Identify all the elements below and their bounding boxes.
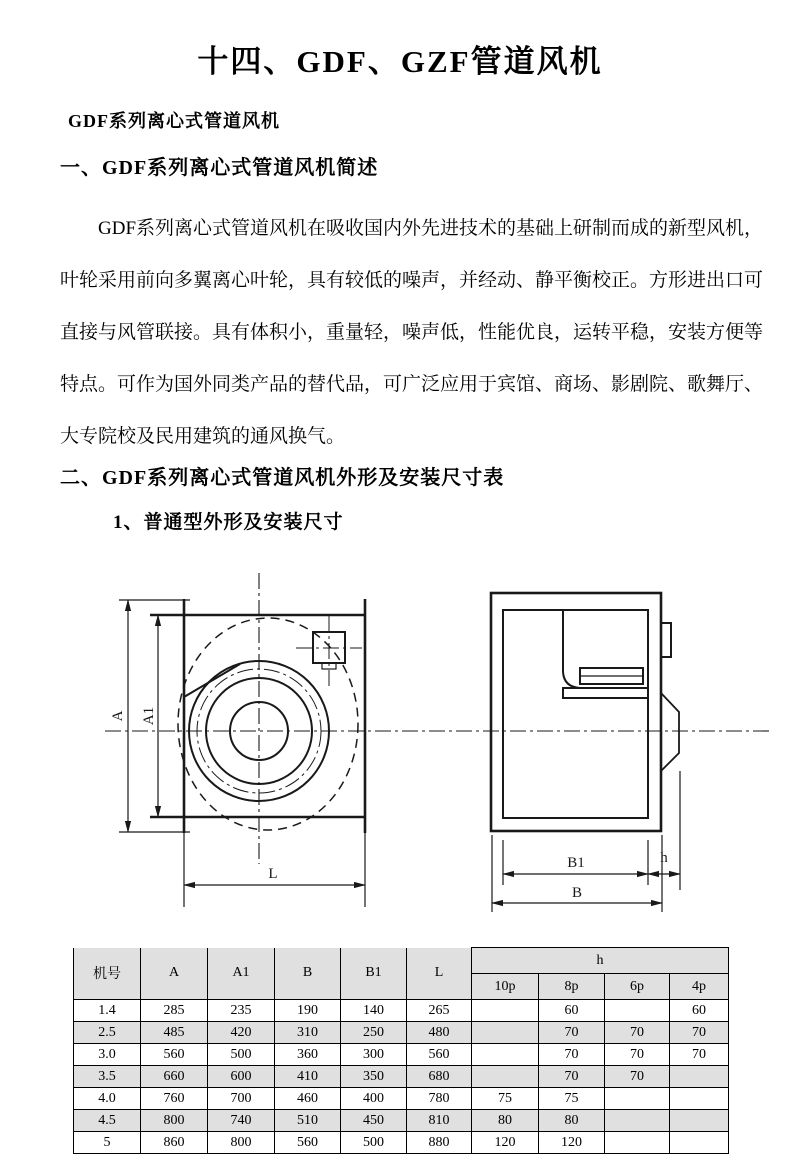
intro-paragraph: [60, 203, 764, 463]
cell: 480: [407, 1022, 472, 1044]
cell: [472, 1022, 539, 1044]
table-row: [74, 1000, 729, 1022]
cell: 140: [341, 1000, 407, 1022]
cell: 265: [407, 1000, 472, 1022]
table-row: [74, 1022, 729, 1044]
header-4p: 4p: [670, 974, 729, 1000]
cell: 350: [341, 1066, 407, 1088]
volute-cutwater-line: [184, 664, 240, 697]
cell: 860: [141, 1132, 208, 1154]
cell: 70: [670, 1044, 729, 1066]
cell: 420: [208, 1022, 275, 1044]
compartment-corner-arc: [563, 672, 580, 688]
cell: 120: [472, 1132, 539, 1154]
cell: [605, 1000, 670, 1022]
cell-model: 3.5: [74, 1066, 141, 1088]
cell: 800: [208, 1132, 275, 1154]
cell: 460: [275, 1088, 341, 1110]
cell: [472, 1000, 539, 1022]
cell: 250: [341, 1022, 407, 1044]
cell: [605, 1088, 670, 1110]
dim-label-B1: B1: [567, 855, 585, 871]
side-tab: [661, 623, 671, 657]
cell-model: 4.0: [74, 1088, 141, 1110]
cell: 450: [341, 1110, 407, 1132]
dim-label-B: B: [571, 885, 583, 901]
cell: 740: [208, 1110, 275, 1132]
cell: 80: [539, 1110, 605, 1132]
section-1-heading: 一、GDF系列离心式管道风机简述: [60, 157, 379, 179]
header-A: A: [141, 948, 208, 1000]
cell: 560: [141, 1044, 208, 1066]
cell: 70: [539, 1066, 605, 1088]
cell: 70: [605, 1044, 670, 1066]
cell: 70: [539, 1022, 605, 1044]
cell: 70: [539, 1044, 605, 1066]
cell: 410: [275, 1066, 341, 1088]
shaft-boss-trapezoid: [661, 693, 679, 771]
cell: 60: [670, 1000, 729, 1022]
paragraph-line: GDF系列离心式管道风机在吸收国内外先进技术的基础上研制而成的新型风机，: [98, 218, 764, 239]
paragraph-line: 直接与风管联接。具有体积小，重量轻，噪声低，性能优良，运转平稳，安装方便等: [60, 322, 764, 343]
cell-model: 1.4: [74, 1000, 141, 1022]
series-subtitle: GDF系列离心式管道风机: [68, 111, 280, 131]
header-B: B: [275, 948, 341, 1000]
cell-model: 4.5: [74, 1110, 141, 1132]
cell: 660: [141, 1066, 208, 1088]
section-2-heading: 二、GDF系列离心式管道风机外形及安装尺寸表: [60, 467, 505, 489]
header-B1: B1: [341, 948, 407, 1000]
cell: 560: [407, 1044, 472, 1066]
table-header-row-1: [74, 948, 729, 974]
cell: [472, 1066, 539, 1088]
header-6p: 6p: [605, 974, 670, 1000]
paragraph-line: 叶轮采用前向多翼离心叶轮，具有较低的噪声，并经动、静平衡校正。方形进出口可: [60, 270, 764, 291]
header-L: L: [407, 948, 472, 1000]
cell: 70: [605, 1022, 670, 1044]
paragraph-line: 特点。可作为国外同类产品的替代品，可广泛应用于宾馆、商场、影剧院、歌舞厅、: [60, 374, 764, 395]
dim-label-A1: A1: [141, 706, 157, 726]
header-8p: 8p: [539, 974, 605, 1000]
dim-label-L: L: [268, 866, 278, 882]
cell: 510: [275, 1110, 341, 1132]
casing-outline: [491, 593, 661, 831]
cell: 485: [141, 1022, 208, 1044]
cell: 500: [208, 1044, 275, 1066]
table-row: [74, 1066, 729, 1088]
cell: [472, 1044, 539, 1066]
cell: 760: [141, 1088, 208, 1110]
cell: 190: [275, 1000, 341, 1022]
cell: 500: [341, 1132, 407, 1154]
cell: 80: [472, 1110, 539, 1132]
cell: [670, 1110, 729, 1132]
paragraph-line: 大专院校及民用建筑的通风换气。: [60, 426, 346, 447]
cell: 120: [539, 1132, 605, 1154]
cell: 800: [141, 1110, 208, 1132]
side-view-drawing: [491, 593, 680, 912]
cell-model: 2.5: [74, 1022, 141, 1044]
subsection-heading: 1、普通型外形及安装尺寸: [113, 512, 344, 533]
table-row: [74, 1132, 729, 1154]
header-A1: A1: [208, 948, 275, 1000]
cell: 70: [605, 1066, 670, 1088]
cell: 70: [670, 1022, 729, 1044]
header-10p: 10p: [472, 974, 539, 1000]
page-title: 十四、GDF、GZF管道风机: [197, 44, 603, 79]
header-h-group: h: [472, 948, 729, 974]
table-row: [74, 1110, 729, 1132]
cell: 75: [539, 1088, 605, 1110]
dim-label-A: A: [110, 710, 126, 722]
cell: 700: [208, 1088, 275, 1110]
table-row: [74, 1088, 729, 1110]
cell: 310: [275, 1022, 341, 1044]
cell: 560: [275, 1132, 341, 1154]
cell: 780: [407, 1088, 472, 1110]
cell: [670, 1088, 729, 1110]
cell: [670, 1132, 729, 1154]
casing-inner-panel: [503, 610, 648, 818]
cell: [605, 1110, 670, 1132]
cell-model: 5: [74, 1132, 141, 1154]
cell: 235: [208, 1000, 275, 1022]
cell: 75: [472, 1088, 539, 1110]
cell: 360: [275, 1044, 341, 1066]
cell: 285: [141, 1000, 208, 1022]
dimension-drawings: [0, 558, 800, 938]
cell: 400: [341, 1088, 407, 1110]
cell: [605, 1132, 670, 1154]
table-row: [74, 1044, 729, 1066]
motor-shelf: [563, 688, 648, 698]
cell: 680: [407, 1066, 472, 1088]
dimensions-table: [73, 947, 729, 1154]
cell: 880: [407, 1132, 472, 1154]
cell: 810: [407, 1110, 472, 1132]
cell: 600: [208, 1066, 275, 1088]
front-view-drawing: [110, 573, 365, 907]
cell: 60: [539, 1000, 605, 1022]
cell: [670, 1066, 729, 1088]
cell-model: 3.0: [74, 1044, 141, 1066]
volute-dashed-outline: [178, 618, 358, 830]
header-model-number: 机号: [74, 948, 141, 1000]
cell: 300: [341, 1044, 407, 1066]
dim-label-h: h: [660, 850, 668, 866]
